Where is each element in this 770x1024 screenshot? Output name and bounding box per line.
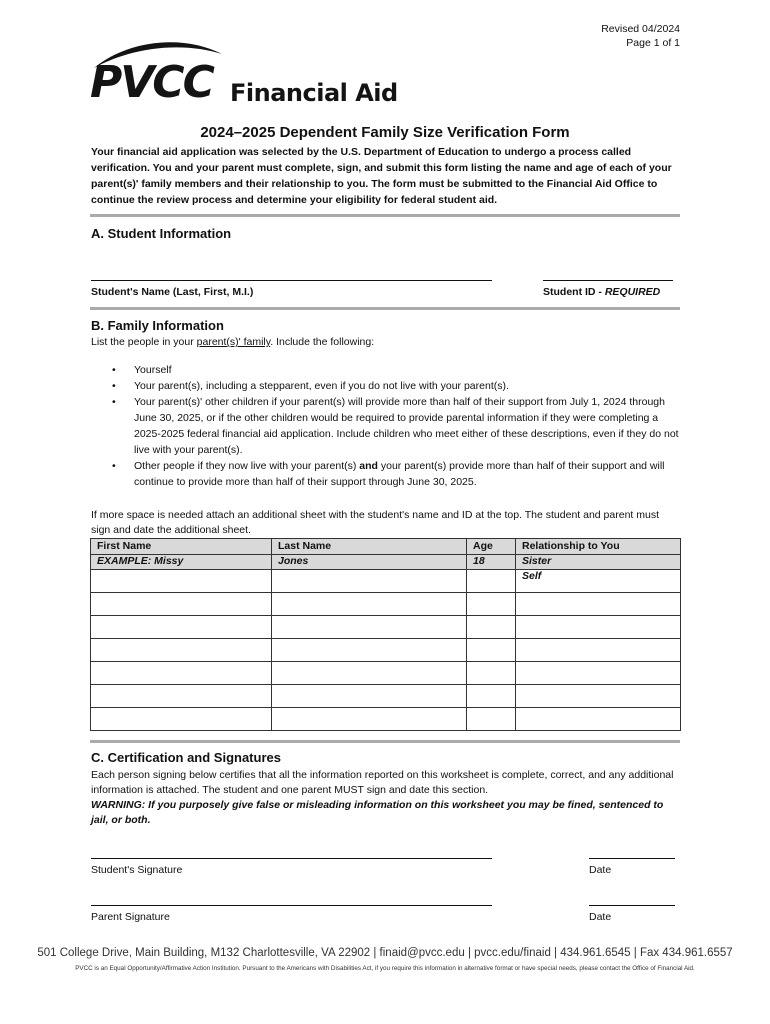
student-id-field[interactable] — [543, 280, 673, 281]
last-name-cell[interactable] — [272, 662, 467, 685]
table-row — [91, 708, 681, 731]
parents-family-link: parent(s)' family — [196, 336, 271, 348]
warning-text: WARNING: If you purposely give false or misleading information on this worksheet you may be fined, sentenced to jail, or both. — [91, 799, 664, 826]
parent-date-field[interactable] — [589, 905, 675, 906]
first-name-cell[interactable] — [91, 570, 272, 593]
relationship-cell[interactable] — [516, 708, 681, 731]
example-row — [91, 555, 681, 570]
col-age: Age — [467, 539, 516, 555]
student-date-field[interactable] — [589, 858, 675, 859]
footer-eo-statement: PVCC is an Equal Opportunity/Affirmative Action Institution. Pursuant to the Americans with Disabilities Act, if you require this information in alternative format or have special needs, please contact the Office of Financial Aid. — [75, 965, 695, 972]
intro-paragraph: Your financial aid application was selected by the U.S. Department of Education to undergo a process called verification. You and your parent must complete, sign, and submit this form listing the name and age of each of your parent(s)' family members and their relationship to you. The form must be submitted to the Financial Aid Office to continue the review process and determine your eligibility for federal student aid. — [91, 146, 672, 206]
list-item: • Yourself — [112, 362, 682, 378]
example-first-name: EXAMPLE: Missy — [91, 555, 272, 570]
age-cell[interactable] — [467, 593, 516, 616]
family-list-prefix: List the people in your — [91, 336, 197, 348]
relationship-cell[interactable] — [516, 662, 681, 685]
table-header-row — [91, 539, 681, 555]
student-signature-label: Student's Signature — [91, 864, 183, 876]
student-id-label — [543, 286, 660, 298]
relationship-cell[interactable] — [516, 639, 681, 662]
certification-text — [91, 768, 681, 828]
age-cell[interactable] — [467, 708, 516, 731]
last-name-cell[interactable] — [272, 593, 467, 616]
family-members-list — [112, 362, 682, 490]
parent-signature-label: Parent Signature — [91, 911, 170, 923]
table-row — [91, 662, 681, 685]
age-cell[interactable] — [467, 570, 516, 593]
section-divider — [90, 214, 680, 217]
first-name-cell[interactable] — [91, 708, 272, 731]
first-name-cell[interactable] — [91, 639, 272, 662]
page-number: Page 1 of 1 — [626, 37, 680, 49]
parent-date-label: Date — [589, 911, 612, 923]
col-last-name: Last Name — [272, 539, 467, 555]
col-relationship: Relationship to You — [516, 539, 681, 555]
family-list-instruction — [91, 336, 374, 348]
list-item — [112, 458, 682, 490]
bullet4-text-b: your parent(s) provide more than half of their support and will continue to provide more than half of their support through June 30, 2025. — [134, 460, 665, 488]
logo-brand: PVCC — [90, 57, 213, 108]
bullet4-and: and — [359, 460, 378, 472]
family-table — [90, 538, 681, 731]
section-c-heading: C. Certification and Signatures — [91, 750, 281, 765]
section-divider — [90, 740, 680, 743]
example-last-name: Jones — [272, 555, 467, 570]
student-date-label: Date — [589, 864, 612, 876]
relationship-self: Self — [516, 570, 681, 593]
pvcc-logo — [88, 36, 408, 116]
col-first-name: First Name — [91, 539, 272, 555]
list-item: • Your parent(s), including a stepparent, even if you do not live with your parent(s). — [112, 378, 682, 394]
table-row — [91, 593, 681, 616]
first-name-cell[interactable] — [91, 662, 272, 685]
table-row — [91, 685, 681, 708]
age-cell[interactable] — [467, 616, 516, 639]
section-a-heading: A. Student Information — [91, 226, 232, 241]
table-row — [91, 616, 681, 639]
student-name-field[interactable] — [91, 280, 492, 281]
first-name-cell[interactable] — [91, 685, 272, 708]
relationship-cell[interactable] — [516, 593, 681, 616]
last-name-cell[interactable] — [272, 708, 467, 731]
example-relationship: Sister — [516, 555, 681, 570]
footer-address: 501 College Drive, Main Building, M132 Charlottesville, VA 22902 | finaid@pvcc.edu | pvcc.edu/finaid | 434.961.6545 | Fax 434.961.6557 — [37, 947, 733, 959]
revision-info — [601, 22, 680, 50]
logo-department: Financial Aid — [230, 79, 398, 107]
last-name-cell[interactable] — [272, 639, 467, 662]
table-row — [91, 570, 681, 593]
student-id-label-text: Student ID - — [543, 286, 605, 298]
relationship-cell[interactable] — [516, 616, 681, 639]
table-row — [91, 639, 681, 662]
certification-paragraph: Each person signing below certifies that all the information reported on this worksheet is complete, correct, and any additional information is attached. The student and one parent MUST sign and date this section. — [91, 769, 674, 796]
bullet4-text-a: Other people if they now live with your parent(s) — [134, 460, 360, 472]
relationship-cell[interactable] — [516, 685, 681, 708]
section-b-heading: B. Family Information — [91, 318, 224, 333]
student-id-required: REQUIRED — [604, 286, 661, 298]
last-name-cell[interactable] — [272, 570, 467, 593]
example-age: 18 — [467, 555, 516, 570]
age-cell[interactable] — [467, 685, 516, 708]
age-cell[interactable] — [467, 639, 516, 662]
first-name-cell[interactable] — [91, 593, 272, 616]
student-signature-field[interactable] — [91, 858, 492, 859]
family-list-suffix: . Include the following: — [270, 336, 375, 348]
revised-date: Revised 04/2024 — [601, 23, 680, 35]
age-cell[interactable] — [467, 662, 516, 685]
last-name-cell[interactable] — [272, 685, 467, 708]
additional-sheet-note: If more space is needed attach an additional sheet with the student's name and ID at the top. The student and parent must sign and date the additional sheet. — [91, 509, 660, 536]
list-item: • Your parent(s)' other children if your parent(s) will provide more than half of their support from July 1, 2024 through June 30, 2025, or if the other children would be required to provide parental information if they were completing a 2025-2025 federal financial aid application. Include children who meet either of these descriptions, even if they do not live with your parent(s). — [112, 394, 682, 458]
section-divider — [90, 307, 680, 310]
parent-signature-field[interactable] — [91, 905, 492, 906]
student-name-label: Student's Name (Last, First, M.I.) — [91, 286, 254, 298]
form-title: 2024–2025 Dependent Family Size Verification Form — [200, 124, 570, 141]
last-name-cell[interactable] — [272, 616, 467, 639]
first-name-cell[interactable] — [91, 616, 272, 639]
